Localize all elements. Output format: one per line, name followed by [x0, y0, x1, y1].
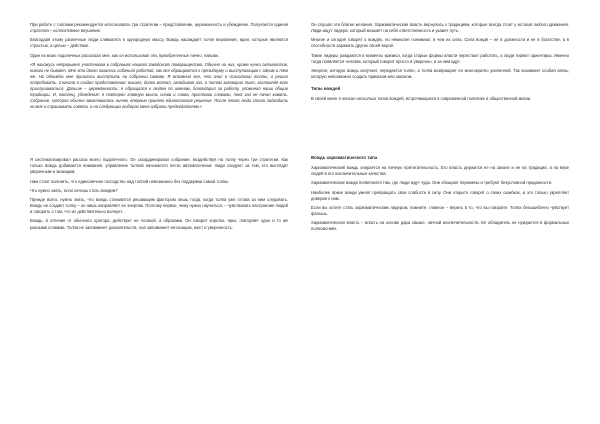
body-paragraph: Вождь, в отличие от обычного оратора, действует не логикой, а образами. Он говорит коротко, ярко, повторяет одно и то же разными словами. Толпа не запоминает доказательств, она запоминает интонацию, жест и уверенность. [30, 218, 288, 230]
right-column [311, 22, 569, 236]
left-column [30, 22, 288, 234]
body-paragraph: Прежде всего, нужно знать, что вождь становится решающим фактором лишь тогда, когда толпа уже готова за ним следовать. Вождь не создает толпу – он лишь направляет ее энергию. Поэтому первое, чему нужно научиться, – чувствовать настроение людей и говорить о том, что их действительно волнует. [30, 197, 288, 215]
body-paragraph: Нам стоит пояснить, что единоличное господство над толпой невозможно без поддержки самой толпы. [30, 178, 230, 184]
body-paragraph: Харизматическая власть – власть на основе дара свыше, личной исключительности. Ее обладатель не нуждается в формальных полномочиях. [311, 220, 569, 232]
italic-quote-paragraph: «Я нахожусь непрерывно участником в собраниях нашего заводского товарищества. Обычно на них, кроме кучки активистов, никого не бывает. Мне это долго казалось собачьей работой, как все обращаются к президиуму и выступающим с одним и тем же. Но однажды мне пришлось выступить на собрании самому. Я вспомнил все, что знал о психологии толпы, и решил попробовать. Сначала я создал представление: вышел, долго молчал, оглядывая зал, а потом заговорил тихо, заставляя всех прислушиваться. Дальше – церемонность: я обращался к людям по именам, благодарил за работу, упоминал наши общие традиции. И, наконец, убеждение: я повторял главную мысль снова и снова, простыми словами, пока зал не начал кивать. Собрание, которое обычно заканчивалось ничем, впервые приняло единогласное решение. После этого люди стали подходить ко мне и спрашивать совета, а на следующих выборах меня избрали председателем.» [30, 61, 288, 110]
body-paragraph: Многие и сегодня говорят о вождях, но немногие понимают, в чем их сила. Сила вождя – не в должности и не в богатстве, а в способности заражать других своей верой. [311, 37, 569, 49]
body-paragraph: Благодаря этому различные люди сливаются в однородную массу. Вождь насаждает толпе верования, идеи, которые являются страстью, а целью – действие. [30, 37, 288, 49]
body-paragraph: Наиболее яркие вожди умеют превращать свои слабости в силу. Они открыто говорят о своих ошибках, и это только укрепляет доверие к ним. [311, 189, 569, 201]
body-paragraph: Я систематизировал рассказ моего подопечного. Он скоординировал собрание, воздействуя на толпу через три стратегии. Как только вождь добивается внимания, управление толпой начинается почти автоматически: люди следуют за тем, кто выглядит уверенным и знающим. [30, 157, 288, 175]
body-paragraph: Один из моих подопечных рассказал мне, как он использовал эти, приобретенные лично, навыки. [30, 52, 219, 58]
body-paragraph: В своей книге я описал несколько типов вождей, встречающихся в современной политике и общественной жизни. [311, 95, 532, 101]
column-gap [30, 113, 288, 157]
body-paragraph: Харизматические вожди появляются там, где люди ждут чуда. Они обещают перемены и требуют безусловной преданности. [311, 180, 553, 186]
body-paragraph: Такие лидеры рождаются в моменты кризиса, когда старые формы власти перестают работать, а люди теряют ориентиры. Именно тогда появляется человек, который говорит просто и уверенно, и за ним идут. [311, 52, 569, 64]
body-paragraph: При работе с толпами рекомендуется использовать три стратегии – представление, церемонность и убеждение. Получается единая стратегия – коллективное внушение. [30, 22, 288, 34]
body-paragraph: Если вы хотите стать харизматическим лидером, помните: главное – верить в то, что вы говорите. Толпа безошибочно чувствует фальшь. [311, 204, 569, 217]
section-heading: Типы вождей [311, 85, 341, 91]
body-paragraph: Энергия, которую вождь излучает, передается толпе, а толпа возвращает ее многократно усиленной. Так возникает особая связь, которую невозможно создать приказом или законом. [311, 67, 569, 79]
body-paragraph: Он слушал эти благие желания. Харизматическая власть вернулась к традициям, которые всегда стоят у истоков любого движения. Люди ищут лидера, который возьмет на себя ответственность и укажет путь. [311, 22, 569, 34]
body-paragraph: Харизматический вождь опирается на личную притягательность. Его власть держится не на законе и не на традиции, а на вере людей в его исключительные качества. [311, 165, 569, 177]
section-heading: Вождь харизматического типа [311, 155, 378, 161]
column-gap [311, 105, 569, 149]
body-paragraph: Что нужно знать, если хочешь стать вождем? [30, 187, 118, 193]
